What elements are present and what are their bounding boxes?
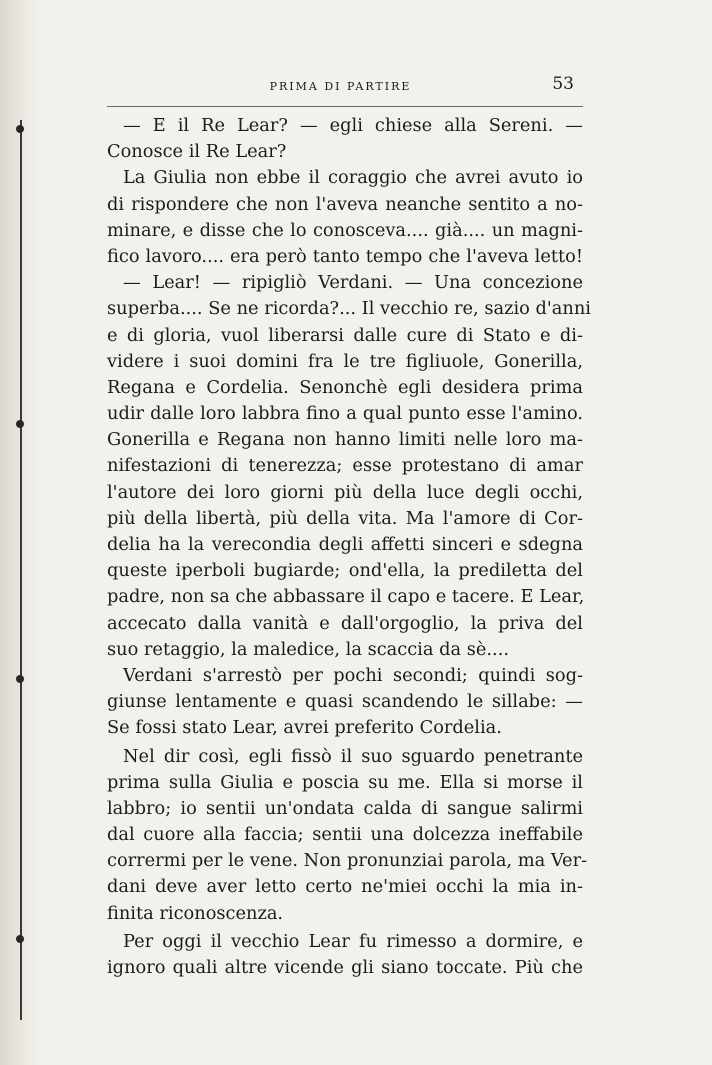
body-text	[107, 113, 591, 981]
text-line: di rispondere che non l'aveva neanche sentito a no-	[107, 193, 583, 215]
text-line: ignoro quali altre vicende gli siano toccate. Più che	[107, 957, 583, 978]
text-line: accecato dalla vanità e dall'orgoglio, la priva del	[107, 612, 583, 634]
text-line: — Lear! — ripigliò Verdani. — Una concezione	[123, 272, 583, 294]
text-line: delia ha la verecondia degli affetti sinceri e sdegna	[107, 534, 583, 555]
text-line: corrermi per le vene. Non pronunziai parola, ma Ver-	[107, 850, 588, 872]
text-line: Conosce il Re Lear?	[107, 141, 287, 163]
margin-mark	[16, 935, 24, 943]
text-line: l'autore dei loro giorni più della luce degli occhi,	[107, 481, 583, 503]
text-line: Se fossi stato Lear, avrei preferito Cordelia.	[107, 717, 502, 739]
running-title: PRIMA DI PARTIRE	[269, 80, 412, 93]
header-rule	[107, 106, 583, 107]
text-line: La Giulia non ebbe il coraggio che avrei avuto io	[123, 167, 583, 189]
text-line: Regana e Cordelia. Senonchè egli desidera prima	[107, 376, 583, 398]
text-line: — E il Re Lear? — egli chiese alla Sereni. —	[123, 115, 583, 136]
text-line: nifestazioni di tenerezza; esse protestano di amar	[107, 455, 583, 477]
text-line: padre, non sa che abbassare il capo e tacere. E Lear,	[107, 586, 585, 608]
text-line: Per oggi il vecchio Lear fu rimesso a dormire, e	[123, 930, 583, 952]
text-line: Gonerilla e Regana non hanno limiti nelle loro ma-	[107, 429, 583, 451]
margin-mark	[16, 675, 24, 683]
margin-mark	[16, 420, 24, 428]
text-line: giunse lentamente e quasi scandendo le sillabe: —	[107, 691, 583, 713]
text-line: e di gloria, vuol liberarsi dalle cure di Stato e di-	[107, 324, 583, 346]
text-line: udir dalle loro labbra fino a qual punto esse l'amino.	[107, 403, 583, 425]
page-number: 53	[552, 74, 574, 94]
text-line: Verdani s'arrestò per pochi secondi; quindi sog-	[123, 664, 583, 686]
text-line: finita riconoscenza.	[107, 902, 284, 924]
text-line: fico lavoro.... era però tanto tempo che l'aveva letto!	[107, 245, 583, 267]
margin-binding-line	[20, 120, 22, 1020]
margin-mark	[16, 125, 24, 133]
text-line: labbro; io sentii un'ondata calda di sangue salirmi	[107, 797, 583, 819]
text-line: prima sulla Giulia e poscia su me. Ella si morse il	[107, 771, 583, 793]
text-line: minare, e disse che lo conosceva.... già.... un magni-	[107, 219, 583, 241]
page-header	[107, 72, 574, 98]
text-line: videre i suoi domini fra le tre figliuole, Gonerilla,	[107, 350, 583, 372]
text-line: dani deve aver letto certo ne'miei occhi la mia in-	[107, 876, 583, 898]
text-line: superba.... Se ne ricorda?... Il vecchio re, sazio d'anni	[107, 298, 591, 320]
text-line: dal cuore alla faccia; sentii una dolcezza ineffabile	[107, 824, 583, 846]
text-line: queste iperboli bugiarde; ond'ella, la prediletta del	[107, 560, 583, 582]
text-line: suo retaggio, la maledice, la scaccia da sè....	[107, 638, 510, 660]
text-line: Nel dir così, egli fissò il suo sguardo penetrante	[123, 745, 583, 767]
text-line: più della libertà, più della vita. Ma l'amore di Cor-	[107, 507, 583, 529]
